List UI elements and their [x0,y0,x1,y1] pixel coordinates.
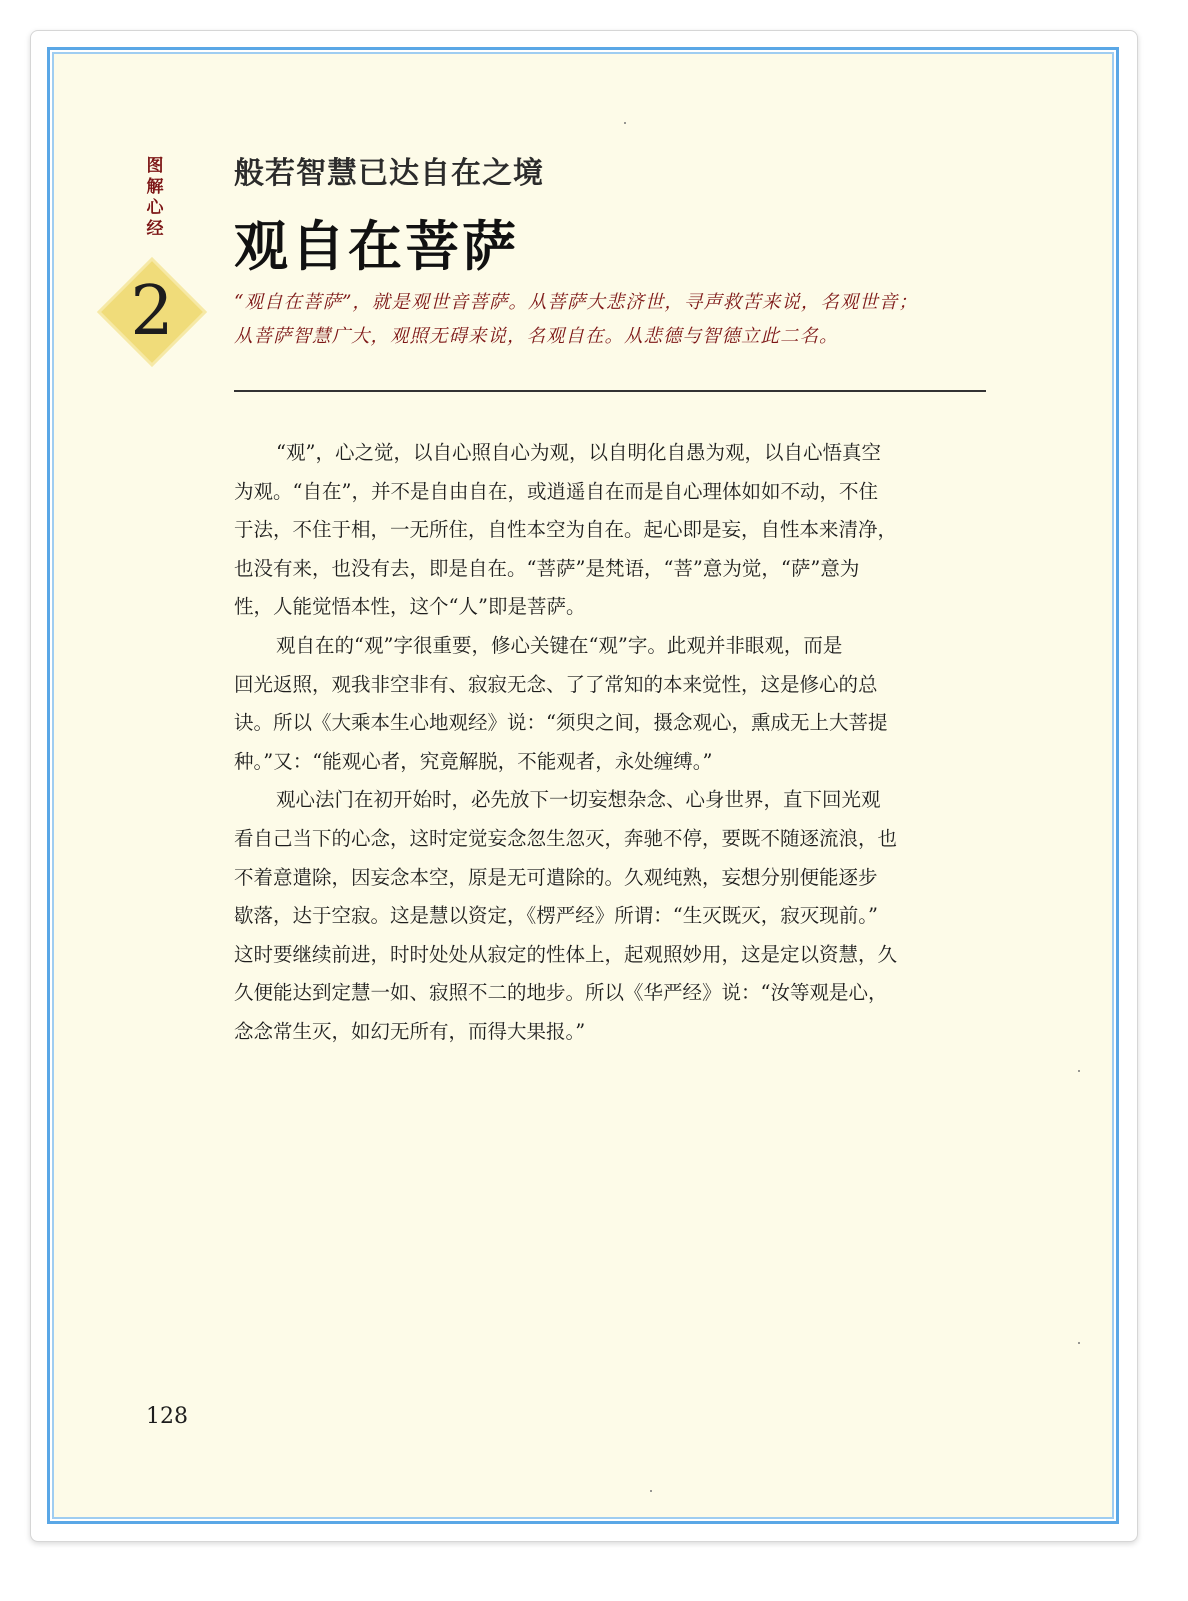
chapter-badge [102,262,202,362]
body-line: 于法，不住于相，一无所住，自性本空为自在。起心即是妄，自性本来清净， [234,518,898,542]
intro-line: 从菩萨智慧广大，观照无碍来说，名观自在。从悲德与智德立此二名。 [234,326,839,347]
body-line: 种。”又：“能观心者，究竟解脱，不能观者，永处缠缚。” [234,749,713,773]
body-line: 观心法门在初开始时，必先放下一切妄想杂念、心身世界，直下回光观 [276,788,881,812]
side-label: 图解心经 [146,156,164,239]
divider [234,390,986,392]
scan-speck [650,1490,652,1492]
section-title: 观自在菩萨 [234,215,519,278]
intro-paragraph [234,286,1004,354]
body-line: 歇落，达于空寂。这是慧以资定，《楞严经》所谓：“生灭既灭，寂灭现前。” [234,904,878,928]
intro-line: “观自在菩萨”，就是观世音菩萨。从菩萨大悲济世，寻声救苦来说，名观世音； [234,292,918,313]
page-content [50,50,1116,1521]
book-page [47,47,1119,1524]
body-line: 这时要继续前进，时时处处从寂定的性体上，起观照妙用，这是定以资慧，久 [234,942,898,966]
chapter-number: 2 [130,272,174,351]
scan-speck [1078,1342,1080,1344]
body-line: 诀。所以《大乘本生心地观经》说：“须臾之间，摄念观心，熏成无上大菩提 [234,711,888,735]
body-line: 性，人能觉悟本性，这个“人”即是菩萨。 [234,595,586,619]
scan-speck [1078,1070,1080,1072]
body-line: 看自己当下的心念，这时定觉妄念忽生忽灭，奔驰不停，要既不随逐流浪，也 [234,826,898,850]
body-text [234,434,994,1052]
body-line: 念念常生灭，如幻无所有，而得大果报。” [234,1019,586,1043]
body-line: 不着意遣除，因妄念本空，原是无可遣除的。久观纯熟，妄想分别便能逐步 [234,865,878,889]
page-number: 128 [146,1404,188,1429]
body-line: “观”，心之觉，以自心照自心为观，以自明化自愚为观，以自心悟真空 [276,441,881,464]
scan-speck [624,122,626,124]
body-line: 为观。“自在”，并不是自由自在，或逍遥自在而是自心理体如如不动，不住 [234,479,878,503]
body-line: 观自在的“观”字很重要，修心关键在“观”字。此观并非眼观，而是 [276,633,843,657]
body-line: 也没有来，也没有去，即是自在。“菩萨”是梵语，“菩”意为觉，“萨”意为 [234,556,860,580]
body-line: 回光返照，观我非空非有、寂寂无念、了了常知的本来觉性，这是修心的总 [234,672,878,696]
body-line: 久便能达到定慧一如、寂照不二的地步。所以《华严经》说：“汝等观是心， [234,981,888,1005]
section-subtitle: 般若智慧已达自在之境 [234,156,544,191]
